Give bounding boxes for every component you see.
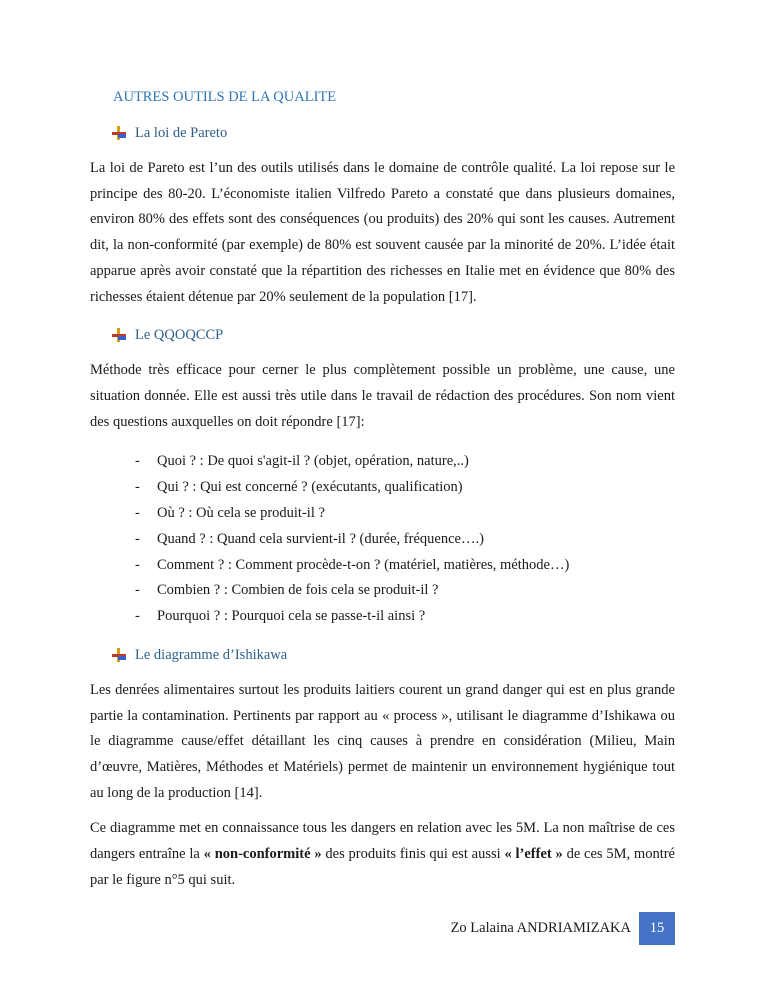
ishikawa-paragraph-2: Ce diagramme met en connaissance tous les dangers en relation avec les 5M. La non maîtrise de ces dangers entraîne la « non-conformité » des produits finis qui est aussi « l’effet » de ces 5M, montré par le figure n°5 qui suit. (90, 820, 675, 888)
ishikawa-title: Le diagramme d’Ishikawa (135, 646, 288, 663)
ishikawa-paragraph-1: Les denrées alimentaires surtout les produits laitiers courent un grand danger qui est en plus grande partie la contamination. Pertinents par rapport au « process », utilisant le diagramme d’Ishikawa ou le diagramme cause/effet détaillant les cinq causes à prendre en considération (Milieu, Main d’œuvre, Matières, Méthodes et Matériels) permet de maintenir un environnement hygiénique tout au long de la production [14]. (90, 681, 675, 801)
bullet-icon (112, 648, 126, 662)
list-item: - Où ? : Où cela se produit-il ? (135, 504, 325, 521)
list-item: - Combien ? : Combien de fois cela se produit-il ? (135, 582, 439, 599)
qqoqccp-paragraph: Méthode très efficace pour cerner le plus complètement possible un problème, une cause, une situation donnée. Elle est aussi très utile dans le travail de rédaction des procédures. Son nom vient des questions auxquelles on doit répondre [17]: (90, 362, 675, 430)
qqoqccp-title: Le QQOQCCP (135, 327, 224, 344)
bullet-icon (112, 328, 126, 342)
footer-author: Zo Lalaina ANDRIAMIZAKA (450, 920, 631, 936)
bullet-icon (112, 126, 126, 140)
list-item: - Pourquoi ? : Pourquoi cela se passe-t-il ainsi ? (135, 608, 426, 625)
qqoqccp-heading (112, 324, 675, 346)
pareto-paragraph: La loi de Pareto est l’un des outils utilisés dans le domaine de contrôle qualité. La loi repose sur le principe des 80-20. L’économiste italien Vilfredo Pareto a constaté que dans plusieurs domaines, environ 80% des effets sont des conséquences (ou produits) des 20% qui sont les causes. Autrement dit, la non-conformité (par exemple) de 80% est souvent causée par la minorité de 20%. L’idée était apparue après avoir constaté que la répartition des richesses en Italie met en évidence que 80% des richesses étaient détenue par 20% seulement de la population [17]. (90, 160, 675, 305)
document-page (90, 86, 675, 894)
pareto-title: La loi de Pareto (135, 125, 228, 141)
ishikawa-heading (112, 644, 675, 666)
section-heading: AUTRES OUTILS DE LA QUALITE (113, 89, 337, 105)
page-footer (0, 912, 675, 945)
qqoqccp-list (90, 449, 675, 630)
list-item: - Qui ? : Qui est concerné ? (exécutants, qualification) (135, 479, 463, 496)
list-item: - Comment ? : Comment procède-t-on ? (matériel, matières, méthode…) (135, 556, 570, 573)
pareto-heading (112, 122, 675, 144)
page-number: 15 (639, 912, 675, 945)
list-item: - Quand ? : Quand cela survient-il ? (durée, fréquence….) (135, 530, 484, 547)
list-item: - Quoi ? : De quoi s'agit-il ? (objet, opération, nature,..) (135, 453, 469, 470)
